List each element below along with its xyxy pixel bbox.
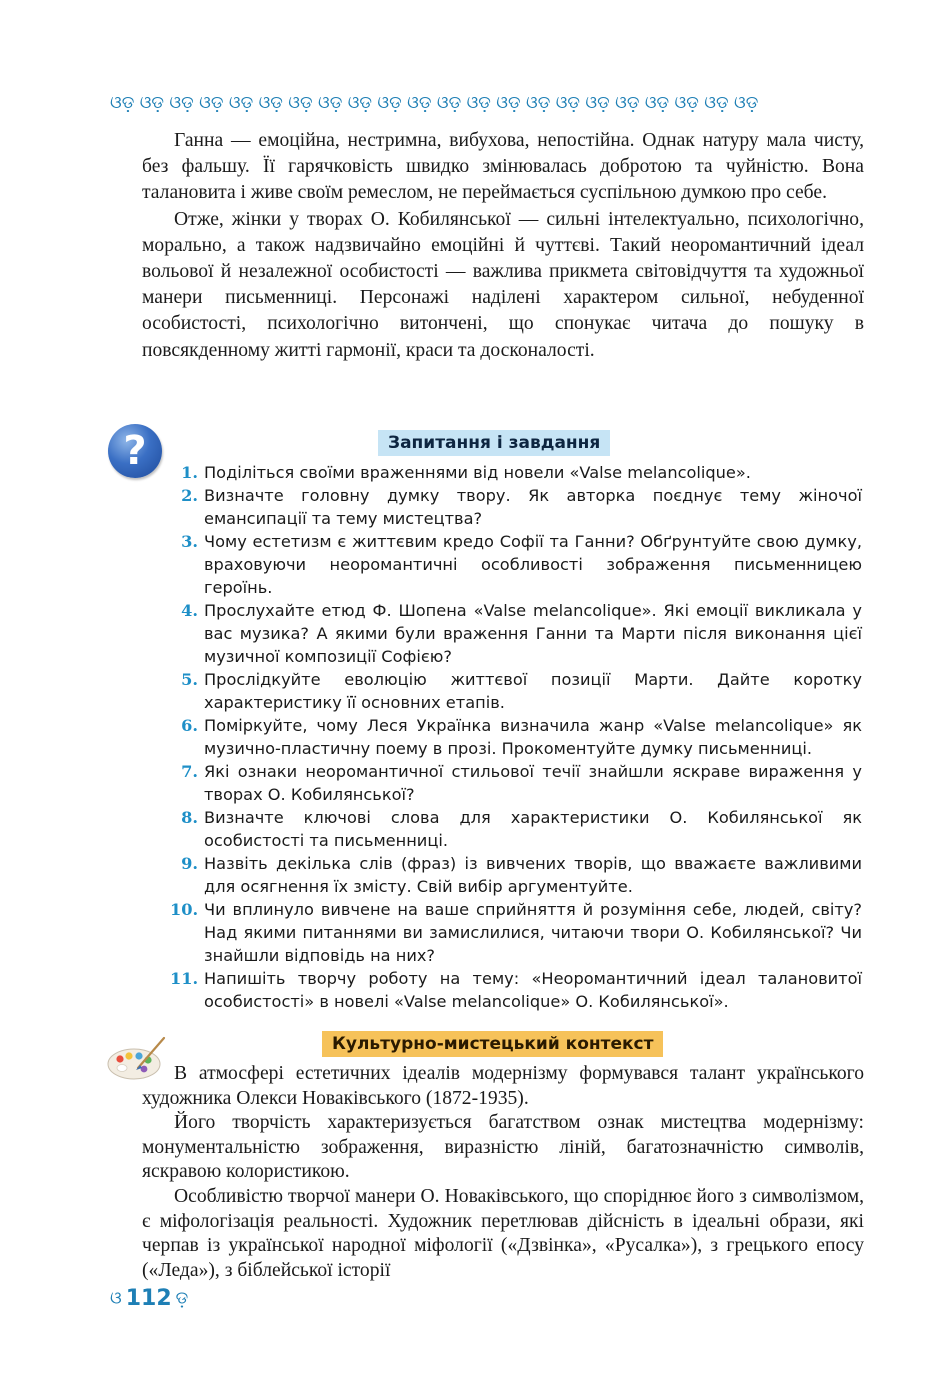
list-item: [170, 714, 862, 760]
question-icon: ?: [108, 424, 162, 478]
footer-ornament-left: ଓ: [110, 1288, 122, 1309]
item-number: 11.: [170, 969, 199, 988]
context-paragraph: В атмосфері естетичних ідеалів модернізму формувався талант українського художника Олекси Новаківського (1872-1935).: [142, 1063, 864, 1109]
list-item: [170, 484, 862, 530]
context-paragraph: Його творчість характеризується багатством ознак мистецтва модернізму: монументальністю зображення, виразністю ліній, багатозначністю символів, яскравою колористикою.: [142, 1112, 864, 1183]
header-ornament: ଓଡ଼ ଓଡ଼ ଓଡ଼ ଓଡ଼ ଓଡ଼ ଓଡ଼ ଓଡ଼ ଓଡ଼ ଓଡ଼ ଓଡ଼ ଓଡ଼ ଓଡ଼ ଓଡ଼ ଓଡ଼ ଓଡ଼ ଓଡ଼ ଓଡ଼ ଓଡ଼ ଓଡ଼ ଓଡ଼ ଓଡ଼ ଓଡ଼: [110, 93, 759, 113]
item-text: Поміркуйте, чому Леся Українка визначила жанр «Valse melancolique» як музично-пластичну поему в прозі. Прокоментуйте думку письменниці.: [204, 716, 862, 758]
list-item: [170, 898, 862, 967]
item-number: 6.: [181, 716, 198, 735]
item-text: Визначте ключові слова для характеристики О. Кобилянської як особистості та письменниці.: [204, 808, 862, 850]
list-item: [170, 760, 862, 806]
context-paragraph: Особливістю творчої манери О. Новаківського, що споріднює його з символізмом, є міфологізація реальності. Художник перетлював дійсність в ідеальні образи, які черпав із української народної міфології («Дзвінка», «Русалка»), з грецького епосу («Леда»), з біблейської історії: [142, 1185, 864, 1281]
item-text: Які ознаки неоромантичної стильової течії знайшли яскраве вираження у творах О. Кобилянської?: [204, 762, 862, 804]
item-text: Визначте головну думку твору. Як авторка поєднує тему жіночої емансипації та тему мистецтва?: [204, 486, 862, 528]
context-title: Культурно-мистецький контекст: [322, 1031, 663, 1057]
page-number: [110, 1286, 188, 1316]
item-text: Назвіть декілька слів (фраз) із вивчених творів, що вважаєте важливими для осягнення їх змісту. Свій вибір аргументуйте.: [204, 854, 862, 896]
item-number: 4.: [181, 601, 198, 620]
item-text: Напишіть творчу роботу на тему: «Неоромантичний ідеал талановитої особистості» в новелі «Valse melancolique» О. Кобилянської».: [204, 969, 862, 1011]
intro-text: [142, 128, 864, 364]
list-item: [170, 530, 862, 599]
item-text: Чи вплинуло вивчене на ваше сприйняття й розуміння себе, людей, світу? Над якими питаннями ви замислилися, читаючи твори О. Кобилянської? Чи знайшли відповідь на них?: [204, 900, 862, 965]
item-text: Прослідкуйте еволюцію життєвої позиції Марти. Дайте коротку характеристику її основних етапів.: [204, 670, 862, 712]
list-item: [170, 852, 862, 898]
footer-ornament-right: ଡ଼: [175, 1288, 189, 1309]
item-number: 9.: [181, 854, 198, 873]
questions-title: Запитання і завдання: [378, 430, 610, 456]
item-number: 3.: [181, 532, 198, 551]
list-item: [170, 668, 862, 714]
item-text: Чому естетизм є життєвим кредо Софії та Ганни? Обґрунтуйте свою думку, враховуючи неоромантичні особливості зображення письменницею героїнь.: [204, 532, 862, 597]
item-number: 1.: [181, 463, 198, 482]
context-text: [142, 1062, 864, 1283]
page-number-value: 112: [125, 1286, 172, 1311]
intro-paragraph: Ганна — емоційна, нестримна, вибухова, непостійна. Однак натуру мала чисту, без фальшу. Її гарячковість швидко змінювалась добротою та чуйністю. Вона талановита і живе своїм ремеслом, не переймається суспільною думкою про себе.: [142, 130, 864, 204]
intro-paragraph: Отже, жінки у творах О. Кобилянської — сильні інтелектуально, психологічно, морально, а також надзвичайно емоційні й чуттєві. Такий неоромантичний ідеал вольової й незалежної особистості — важлива прикмета світовідчуття та художньої манери письменниці. Персонажі наділені характером сильної, небуденної особистості, психологічно витончені, що спонукає читача до пошуку в повсякденному житті гармонії, краси та досконалості.: [142, 208, 864, 361]
list-item: [170, 806, 862, 852]
questions-list: [170, 461, 862, 1013]
item-number: 10.: [170, 900, 199, 919]
list-item: [170, 599, 862, 668]
list-item: [170, 461, 862, 484]
item-number: 7.: [181, 762, 198, 781]
item-text: Прослухайте етюд Ф. Шопена «Valse melancolique». Які емоції викликала у вас музика? А якими були враження Ганни та Марти після виконання цієї музичної композиції Софією?: [204, 601, 862, 666]
item-number: 5.: [181, 670, 198, 689]
item-number: 2.: [181, 486, 198, 505]
item-text: Поділіться своїми враженнями від новели «Valse melancolique».: [204, 463, 751, 482]
list-item: [170, 967, 862, 1013]
item-number: 8.: [181, 808, 198, 827]
